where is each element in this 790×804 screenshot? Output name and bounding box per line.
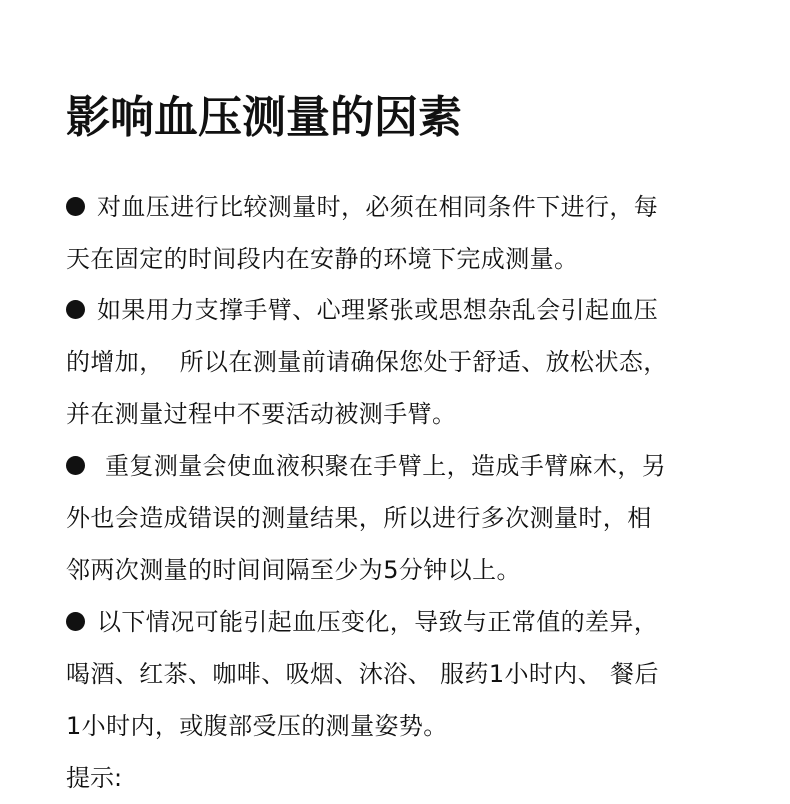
hint-label: 提示:: [66, 764, 123, 792]
bullet-paragraph-3: [66, 440, 706, 596]
line-text: 对血压进行比较测量时，必须在相同条件下进行，每: [97, 193, 659, 221]
paragraph-line: 并在测量过程中不要活动被测手臂。: [66, 400, 457, 428]
paragraph-line: 邻两次测量的时间间隔至少为5分钟以上。: [66, 556, 521, 584]
paragraph-line: [66, 284, 706, 336]
line-text: 如果用力支撑手臂、心理紧张或思想杂乱会引起血压: [97, 296, 659, 324]
line-text: 以下情况可能引起血压变化，导致与正常值的差异，: [97, 608, 659, 636]
paragraph-line: 天在固定的时间段内在安静的环境下完成测量。: [66, 245, 579, 273]
paragraph-line: [66, 440, 706, 492]
paragraph-line: 的增加， 所以在测量前请确保您处于舒适、放松状态，: [66, 348, 668, 376]
bullet-dot-icon: [66, 612, 85, 631]
bullet-paragraph-2: [66, 284, 706, 440]
bullet-dot-icon: [66, 300, 85, 319]
line-text: 重复测量会使血液积聚在手臂上，造成手臂麻木，另: [97, 452, 667, 480]
bullet-dot-icon: [66, 197, 85, 216]
paragraph-line: [66, 596, 706, 648]
paragraph-line: [66, 181, 706, 233]
bullet-paragraph-1: [66, 181, 706, 285]
paragraph-line: 1小时内，或腹部受压的测量姿势。: [66, 712, 448, 740]
page-title: 影响血压测量的因素: [66, 92, 462, 143]
paragraph-line: 喝酒、红茶、咖啡、吸烟、沐浴、 服药1小时内、 餐后: [66, 660, 659, 688]
bullet-dot-icon: [66, 456, 85, 475]
bullet-paragraph-4: [66, 596, 706, 752]
paragraph-line: 外也会造成错误的测量结果，所以进行多次测量时，相: [66, 504, 652, 532]
